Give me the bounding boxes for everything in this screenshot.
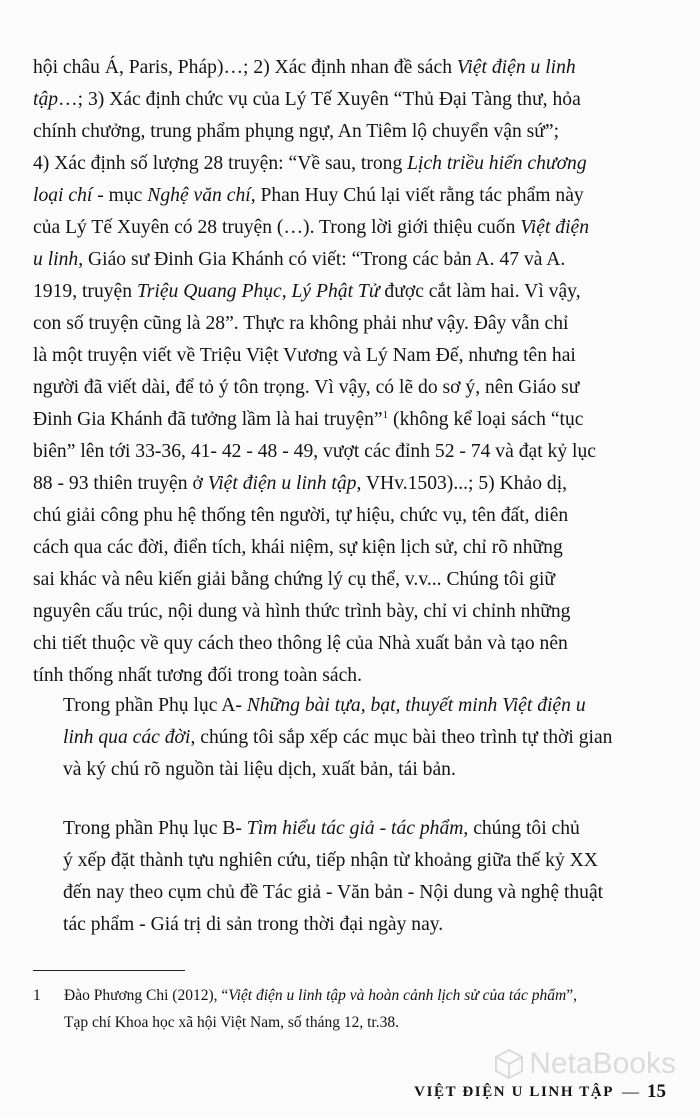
- footnote-text: [64, 982, 664, 1036]
- text-line: u linh, Giáo sư Đinh Gia Khánh có viết: “Trong các bản A. 47 và A.: [33, 249, 566, 270]
- text-line: Đinh Gia Khánh đã tưởng lầm là hai truyện”$^1$ (không kể loại sách “tục: [33, 409, 584, 430]
- text-line: Trong phần Phụ lục A- Những bài tựa, bạt, thuyết minh Việt điện u: [63, 695, 586, 716]
- text-line: Đào Phương Chi (2012), “Việt điện u linh tập và hoàn cảnh lịch sử của tác phẩm”,: [64, 987, 577, 1004]
- paragraph-appendix-a: [33, 690, 665, 786]
- paragraph-methodology: [33, 52, 665, 692]
- text-line: người đã viết dài, để tỏ ý tôn trọng. Vì vậy, có lẽ do sơ ý, nên Giáo sư: [33, 377, 580, 398]
- paragraph-appendix-b: [33, 813, 665, 941]
- text-line: cách qua các đời, điển tích, khái niệm, sự kiện lịch sử, chỉ rõ những: [33, 537, 563, 558]
- cube-logo-icon: [493, 1048, 525, 1080]
- footer-separator: —: [622, 1082, 639, 1101]
- text-line: 88 - 93 thiên truyện ở Việt điện u linh tập, VHv.1503)...; 5) Khảo dị,: [33, 473, 568, 494]
- running-title: VIỆT ĐIỆN U LINH TẬP: [414, 1083, 614, 1100]
- text-line: loại chí - mục Nghệ văn chí, Phan Huy Chú lại viết rằng tác phẩm này: [33, 185, 584, 206]
- page-number: 15: [647, 1081, 666, 1102]
- page-footer: [414, 1079, 666, 1105]
- watermark: [493, 1047, 676, 1081]
- text-line: hội châu Á, Paris, Pháp)…; 2) Xác định nhan đề sách Việt điện u linh: [33, 57, 576, 78]
- footnote-divider: [33, 970, 185, 971]
- text-line: là một truyện viết về Triệu Việt Vương và Lý Nam Đế, nhưng tên hai: [33, 345, 576, 366]
- text-line: biên” lên tới 33-36, 41- 42 - 48 - 49, vượt các đỉnh 52 - 74 và đạt kỷ lục: [33, 441, 596, 462]
- text-line: chính chưởng, trung phẩm phụng ngự, An Tiêm lộ chuyển vận sứ”;: [33, 121, 560, 142]
- watermark-text: NetaBooks: [529, 1047, 676, 1080]
- text-line: đến nay theo cụm chủ đề Tác giả - Văn bản - Nội dung và nghệ thuật: [63, 882, 604, 903]
- text-line: tác phẩm - Giá trị di sản trong thời đại ngày nay.: [63, 914, 444, 935]
- text-line: 1919, truyện Triệu Quang Phục, Lý Phật Tử được cắt làm hai. Vì vậy,: [33, 281, 581, 302]
- text-line: chi tiết thuộc về quy cách theo thông lệ của Nhà xuất bản và tạo nên: [33, 633, 568, 654]
- text-line: con số truyện cũng là 28”. Thực ra không phải như vậy. Đây vẫn chỉ: [33, 313, 569, 334]
- text-line: của Lý Tế Xuyên có 28 truyện (…). Trong lời giới thiệu cuốn Việt điện: [33, 217, 590, 238]
- text-line: tính thống nhất tương đối trong toàn sách.: [33, 665, 362, 686]
- text-line: sai khác và nêu kiến giải bằng chứng lý cụ thể, v.v... Chúng tôi giữ: [33, 569, 556, 590]
- text-line: và ký chú rõ nguồn tài liệu dịch, xuất bản, tái bản.: [63, 759, 456, 780]
- text-line: tập…; 3) Xác định chức vụ của Lý Tế Xuyên “Thủ Đại Tàng thư, hỏa: [33, 89, 581, 110]
- text-line: Trong phần Phụ lục B- Tìm hiểu tác giả - tác phẩm, chúng tôi chủ: [63, 818, 580, 839]
- text-line: 4) Xác định số lượng 28 truyện: “Về sau, trong Lịch triều hiến chương: [33, 153, 587, 174]
- text-line: chú giải công phu hệ thống tên người, tự hiệu, chức vụ, tên đất, diên: [33, 505, 569, 526]
- text-line: nguyên cấu trúc, nội dung và hình thức trình bày, chỉ vi chỉnh những: [33, 601, 571, 622]
- text-line: linh qua các đời, chúng tôi sắp xếp các mục bài theo trình tự thời gian: [63, 727, 613, 748]
- footnote-number: 1: [33, 987, 41, 1004]
- text-line: ý xếp đặt thành tựu nghiên cứu, tiếp nhận từ khoảng giữa thế kỷ XX: [63, 850, 598, 871]
- text-line: Tạp chí Khoa học xã hội Việt Nam, số tháng 12, tr.38.: [64, 1014, 399, 1031]
